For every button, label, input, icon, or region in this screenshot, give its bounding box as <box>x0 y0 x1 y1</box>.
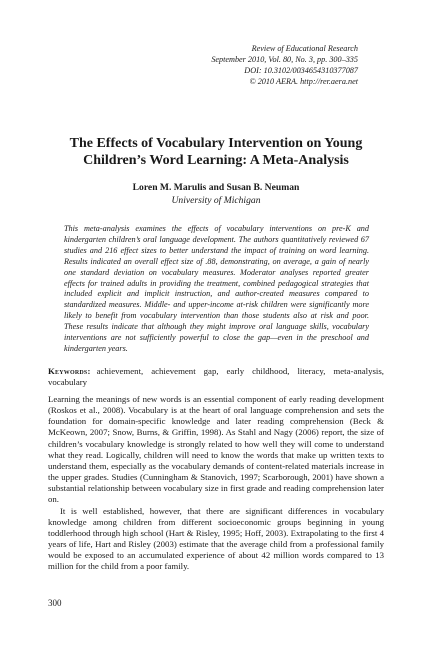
body-text <box>48 394 384 573</box>
journal-header <box>138 43 358 87</box>
abstract: This meta-analysis examines the effects of vocabulary interventions on pre-K and kindergarten children’s oral language development. The authors quantitatively reviewed 67 studies and 216 effect sizes to better understand the impact of training on word learning. Results indicated an overall effect size of .88, demonstrating, on average, a gain of nearly one standard deviation on vocabulary measures. Moderator analyses reported greater effects for trained adults in providing the treatment, combined pedagogical strategies that included explicit and implicit instruction, and author-created measures compared to standardized measures. Middle- and upper-income at-risk children were significantly more likely to benefit from vocabulary intervention than those students also at risk and poor. These results indicate that although they might improve oral language skills, vocabulary interventions are not sufficiently powerful to close the gap—even in the preschool and kindergarten years. <box>64 224 369 353</box>
authors: Loren M. Marulis and Susan B. Neuman <box>132 182 300 193</box>
body-paragraph-1: Learning the meanings of new words is an essential component of early reading development (Roskos et al., 2008). Vocabulary is at the heart of oral language comprehension and sets the foundation for domain-specific knowledge and later reading comprehension (Beck & McKeown, 2007; Snow, Burns, & Griffin, 1998). As Stahl and Nagy (2006) report, the size of children’s vocabulary knowledge is strongly related to how well they will come to understand what they read. Logically, children will need to know the words that make up written texts to understand them, especially as the vocabulary demands of content-related materials increase in the upper grades. Studies (Cunningham & Stanovich, 1997; Scarborough, 2001) have shown a substantial relationship between vocabulary size in first grade and reading comprehension later on. <box>48 394 384 505</box>
keywords-label: Keywords: <box>48 366 91 376</box>
keywords-text: achievement, achievement gap, early childhood, literacy, meta-analysis, vocabulary <box>48 366 384 388</box>
article-title: The Effects of Vocabulary Intervention on Young Children’s Word Learning: A Meta-Analysis <box>69 136 363 168</box>
body-paragraph-2: It is well established, however, that there are significant differences in vocabulary knowledge among children from different socioeconomic groups beginning in young toddlerhood through high school (Hart & Risley, 1995; Hoff, 2003). Extrapolating to the first 4 years of life, Hart and Risley (2003) estimate that the average child from a professional family would be exposed to an accumulated experience of about 42 million words compared to 13 million for the child from a poor family. <box>48 505 384 572</box>
page-number: 300 <box>48 598 62 608</box>
copyright: © 2010 AERA. http://rer.aera.net <box>249 77 358 86</box>
keywords <box>48 366 384 389</box>
affiliation: University of Michigan <box>171 195 261 206</box>
doi: DOI: 10.3102/0034654310377087 <box>244 66 358 75</box>
journal-name: Review of Educational Research <box>251 44 358 53</box>
issue-info: September 2010, Vol. 80, No. 3, pp. 300–335 <box>211 55 358 64</box>
